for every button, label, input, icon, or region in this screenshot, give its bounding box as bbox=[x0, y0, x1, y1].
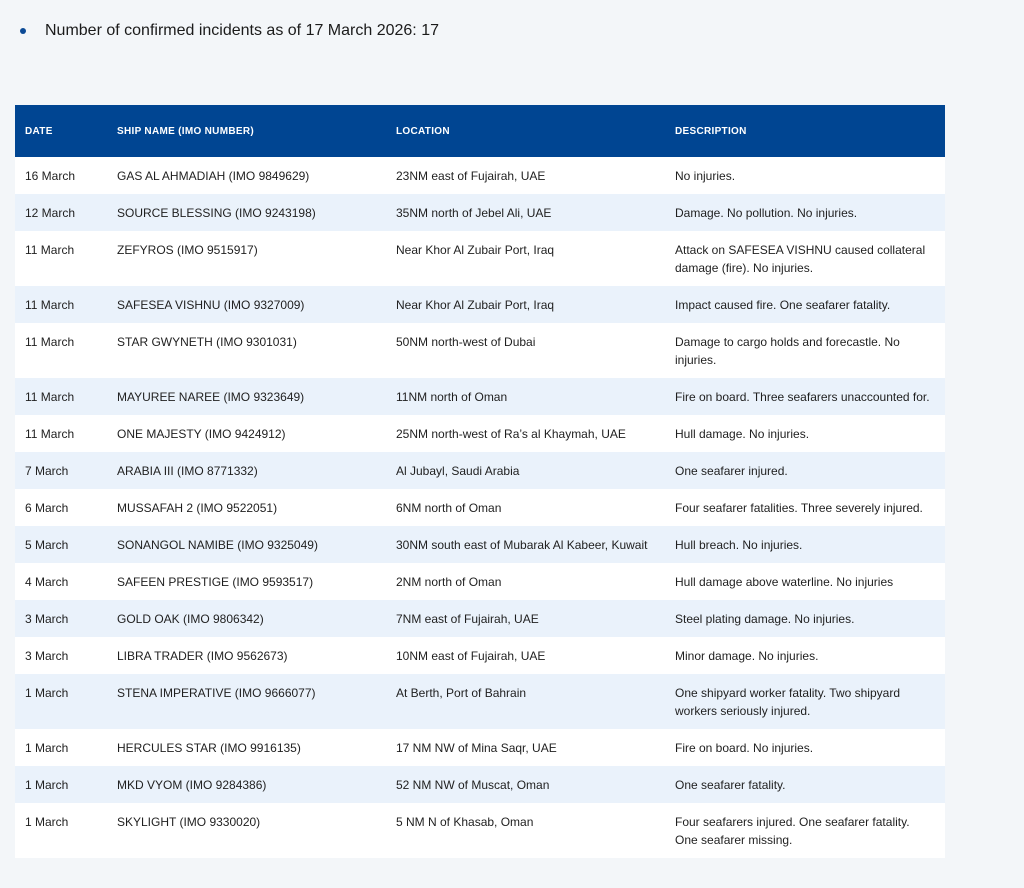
cell-ship-name: LIBRA TRADER (IMO 9562673) bbox=[117, 649, 288, 663]
table-row bbox=[15, 415, 945, 452]
bullet-dot-icon bbox=[20, 28, 26, 34]
table-row bbox=[15, 563, 945, 600]
cell-location: Al Jubayl, Saudi Arabia bbox=[396, 464, 520, 478]
table-row bbox=[15, 637, 945, 674]
table-row bbox=[15, 157, 945, 194]
cell-ship-name: HERCULES STAR (IMO 9916135) bbox=[117, 741, 301, 755]
table-row bbox=[15, 766, 945, 803]
cell-location: Near Khor Al Zubair Port, Iraq bbox=[396, 243, 555, 257]
cell-location: 2NM north of Oman bbox=[396, 575, 502, 589]
cell-description: Damage to cargo holds and forecastle. No injuries. bbox=[675, 335, 900, 367]
cell-description: Four seafarers injured. One seafarer fatality. One seafarer missing. bbox=[675, 815, 910, 847]
cell-date: 4 March bbox=[25, 575, 69, 589]
cell-date: 11 March bbox=[25, 427, 75, 441]
cell-ship-name: GOLD OAK (IMO 9806342) bbox=[117, 612, 264, 626]
cell-location: 6NM north of Oman bbox=[396, 501, 502, 515]
table-row bbox=[15, 286, 945, 323]
table-header-row bbox=[15, 105, 945, 157]
cell-description: Minor damage. No injuries. bbox=[675, 649, 819, 663]
cell-date: 1 March bbox=[25, 686, 69, 700]
cell-location: 11NM north of Oman bbox=[396, 390, 508, 404]
cell-date: 5 March bbox=[25, 538, 69, 552]
incident-count-text: Number of confirmed incidents as of 17 March 2026: 17 bbox=[45, 22, 439, 39]
cell-date: 11 March bbox=[25, 298, 75, 312]
cell-location: 10NM east of Fujairah, UAE bbox=[396, 649, 546, 663]
cell-description: Steel plating damage. No injuries. bbox=[675, 612, 855, 626]
cell-description: Fire on board. No injuries. bbox=[675, 741, 814, 755]
incidents-table-container bbox=[15, 105, 945, 858]
cell-ship-name: MKD VYOM (IMO 9284386) bbox=[117, 778, 267, 792]
cell-date: 11 March bbox=[25, 390, 75, 404]
summary-list bbox=[20, 20, 439, 42]
cell-description: Impact caused fire. One seafarer fatality. bbox=[675, 298, 891, 312]
cell-ship-name: GAS AL AHMADIAH (IMO 9849629) bbox=[117, 169, 310, 183]
cell-description: One seafarer fatality. bbox=[675, 778, 786, 792]
cell-ship-name: SAFEEN PRESTIGE (IMO 9593517) bbox=[117, 575, 314, 589]
cell-location: 50NM north-west of Dubai bbox=[396, 335, 536, 349]
cell-description: Fire on board. Three seafarers unaccounted for. bbox=[675, 390, 930, 404]
cell-date: 7 March bbox=[25, 464, 69, 478]
cell-ship-name: SOURCE BLESSING (IMO 9243198) bbox=[117, 206, 316, 220]
table-row bbox=[15, 231, 945, 286]
table-body bbox=[15, 157, 945, 858]
table-row bbox=[15, 323, 945, 378]
cell-ship-name: MAYUREE NAREE (IMO 9323649) bbox=[117, 390, 305, 404]
table-row bbox=[15, 452, 945, 489]
cell-ship-name: STENA IMPERATIVE (IMO 9666077) bbox=[117, 686, 316, 700]
cell-date: 12 March bbox=[25, 206, 76, 220]
cell-date: 1 March bbox=[25, 815, 69, 829]
cell-ship-name: STAR GWYNETH (IMO 9301031) bbox=[117, 335, 297, 349]
table-row bbox=[15, 729, 945, 766]
cell-description: Four seafarer fatalities. Three severely injured. bbox=[675, 501, 923, 515]
cell-location: 35NM north of Jebel Ali, UAE bbox=[396, 206, 552, 220]
cell-description: Damage. No pollution. No injuries. bbox=[675, 206, 858, 220]
cell-location: 7NM east of Fujairah, UAE bbox=[396, 612, 539, 626]
cell-date: 11 March bbox=[25, 243, 75, 257]
cell-location: 5 NM N of Khasab, Oman bbox=[396, 815, 534, 829]
cell-ship-name: SAFESEA VISHNU (IMO 9327009) bbox=[117, 298, 305, 312]
cell-location: 25NM north-west of Ra’s al Khaymah, UAE bbox=[396, 427, 626, 441]
cell-description: Attack on SAFESEA VISHNU caused collateral damage (fire). No injuries. bbox=[675, 243, 926, 275]
cell-location: Near Khor Al Zubair Port, Iraq bbox=[396, 298, 555, 312]
cell-description: No injuries. bbox=[675, 169, 736, 183]
table-row bbox=[15, 600, 945, 637]
cell-date: 6 March bbox=[25, 501, 69, 515]
summary-item bbox=[20, 20, 439, 42]
cell-description: Hull damage above waterline. No injuries bbox=[675, 575, 894, 589]
table-row bbox=[15, 526, 945, 563]
cell-ship-name: ZEFYROS (IMO 9515917) bbox=[117, 243, 258, 257]
cell-location: 30NM south east of Mubarak Al Kabeer, Kuwait bbox=[396, 538, 648, 552]
header-location: LOCATION bbox=[396, 125, 450, 137]
cell-ship-name: ONE MAJESTY (IMO 9424912) bbox=[117, 427, 286, 441]
cell-ship-name: MUSSAFAH 2 (IMO 9522051) bbox=[117, 501, 278, 515]
table-header bbox=[15, 105, 945, 157]
cell-description: One shipyard worker fatality. Two shipyard workers seriously injured. bbox=[675, 686, 900, 718]
cell-date: 1 March bbox=[25, 741, 69, 755]
header-date: DATE bbox=[25, 125, 53, 137]
table-row bbox=[15, 674, 945, 729]
header-ship-name: SHIP NAME (IMO NUMBER) bbox=[117, 125, 254, 137]
cell-description: One seafarer injured. bbox=[675, 464, 788, 478]
table-row bbox=[15, 194, 945, 231]
incidents-table bbox=[15, 105, 945, 858]
cell-date: 3 March bbox=[25, 612, 69, 626]
cell-ship-name: ARABIA III (IMO 8771332) bbox=[117, 464, 258, 478]
table-row bbox=[15, 489, 945, 526]
cell-date: 16 March bbox=[25, 169, 76, 183]
cell-description: Hull damage. No injuries. bbox=[675, 427, 810, 441]
cell-ship-name: SONANGOL NAMIBE (IMO 9325049) bbox=[117, 538, 318, 552]
header-description: DESCRIPTION bbox=[675, 125, 747, 137]
table-row bbox=[15, 378, 945, 415]
table-row bbox=[15, 803, 945, 858]
cell-location: At Berth, Port of Bahrain bbox=[396, 686, 527, 700]
cell-date: 1 March bbox=[25, 778, 69, 792]
cell-date: 3 March bbox=[25, 649, 69, 663]
cell-date: 11 March bbox=[25, 335, 75, 349]
cell-location: 52 NM NW of Muscat, Oman bbox=[396, 778, 550, 792]
cell-description: Hull breach. No injuries. bbox=[675, 538, 803, 552]
cell-location: 23NM east of Fujairah, UAE bbox=[396, 169, 546, 183]
cell-ship-name: SKYLIGHT (IMO 9330020) bbox=[117, 815, 261, 829]
cell-location: 17 NM NW of Mina Saqr, UAE bbox=[396, 741, 557, 755]
